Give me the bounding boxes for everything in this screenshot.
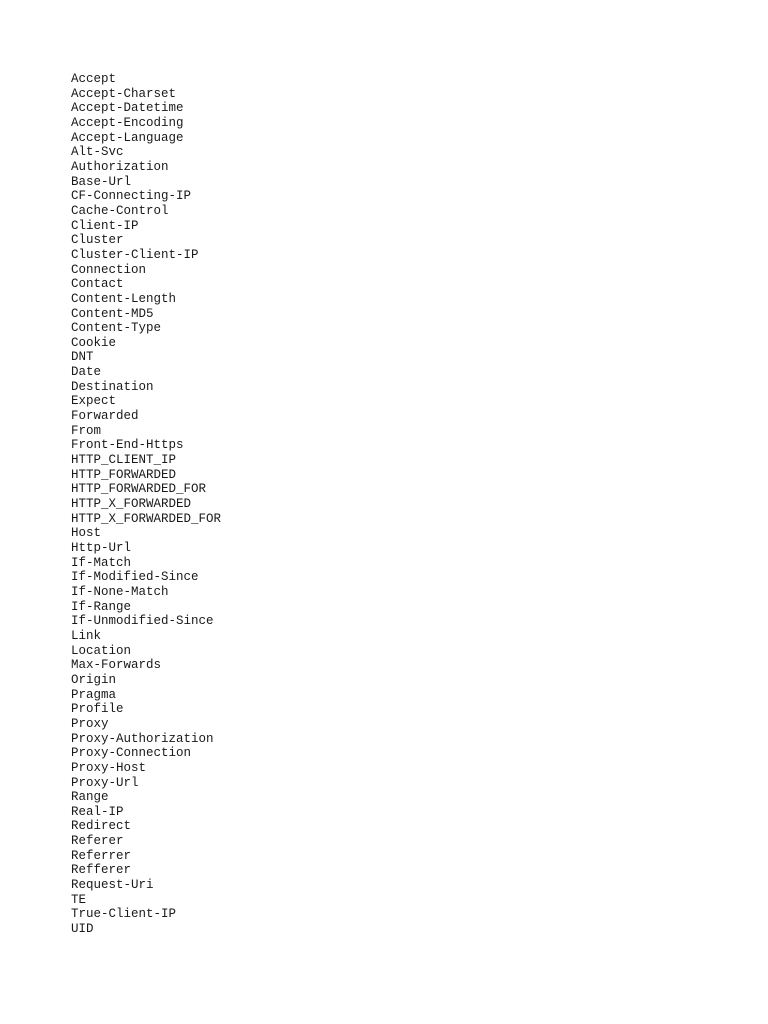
header-name-item: If-Range: [71, 599, 132, 614]
header-name-item: Destination: [71, 379, 154, 394]
header-name-item: Content-MD5: [71, 306, 154, 321]
header-name-item: Front-End-Https: [71, 438, 184, 453]
header-name-item: Proxy: [71, 716, 109, 731]
header-name-item: Accept-Encoding: [71, 115, 184, 130]
header-name-item: Proxy-Authorization: [71, 731, 214, 746]
header-name-item: Accept-Language: [71, 130, 184, 145]
header-name-item: Contact: [71, 277, 124, 292]
header-name-item: If-Modified-Since: [71, 570, 199, 585]
header-name-item: Content-Type: [71, 321, 162, 336]
header-name-item: UID: [71, 922, 94, 937]
header-name-item: If-Unmodified-Since: [71, 614, 214, 629]
document-page: [71, 72, 711, 937]
header-name-item: Referrer: [71, 848, 132, 863]
header-name-item: Forwarded: [71, 409, 139, 424]
header-name-item: Proxy-Connection: [71, 746, 192, 761]
header-name-item: Profile: [71, 702, 124, 717]
header-name-item: Pragma: [71, 687, 117, 702]
header-name-item: Authorization: [71, 159, 169, 174]
header-name-item: Origin: [71, 672, 117, 687]
header-name-item: TE: [71, 892, 87, 907]
header-name-item: Real-IP: [71, 804, 124, 819]
header-name-item: If-None-Match: [71, 584, 169, 599]
header-name-item: Link: [71, 628, 102, 643]
header-name-item: Request-Uri: [71, 878, 154, 893]
header-name-item: Http-Url: [71, 541, 132, 555]
header-name-item: Date: [71, 365, 102, 380]
header-name-item: Accept-Datetime: [71, 101, 184, 116]
header-name-item: From: [71, 423, 102, 438]
header-name-item: Expect: [71, 394, 117, 409]
header-name-item: Alt-Svc: [71, 145, 124, 160]
header-name-item: Connection: [71, 262, 147, 277]
header-name-item: Cookie: [71, 335, 117, 350]
header-name-item: DNT: [71, 350, 94, 365]
header-name-item: Content-Length: [71, 291, 177, 306]
header-name-item: Max-Forwards: [71, 658, 162, 673]
header-name-item: HTTP_CLIENT_IP: [71, 453, 177, 468]
header-name-item: Cache-Control: [71, 203, 169, 218]
header-name-item: Proxy-Url: [71, 775, 139, 790]
header-name-list: [71, 72, 711, 937]
header-name-item: Referer: [71, 834, 124, 849]
header-name-item: HTTP_X_FORWARDED: [71, 497, 192, 512]
header-name-item: Base-Url: [71, 174, 132, 189]
header-name-item: CF-Connecting-IP: [71, 189, 192, 204]
header-name-item: HTTP_FORWARDED_FOR: [71, 482, 207, 497]
header-name-item: Cluster: [71, 233, 124, 248]
header-name-item: Host: [71, 526, 102, 541]
header-name-item: Proxy-Host: [71, 760, 147, 775]
header-name-item: Accept-Charset: [71, 86, 177, 101]
header-name-item: Location: [71, 643, 132, 658]
header-name-item: If-Match: [71, 555, 132, 570]
header-name-item: Cluster-Client-IP: [71, 247, 199, 262]
header-name-item: Accept: [71, 72, 117, 86]
header-name-item: Range: [71, 790, 109, 805]
header-name-item: Redirect: [71, 819, 132, 834]
header-name-item: Refferer: [71, 863, 132, 878]
header-name-item: HTTP_X_FORWARDED_FOR: [71, 511, 222, 526]
header-name-item: Client-IP: [71, 218, 139, 233]
header-name-item: HTTP_FORWARDED: [71, 467, 177, 482]
header-name-item: True-Client-IP: [71, 907, 177, 922]
